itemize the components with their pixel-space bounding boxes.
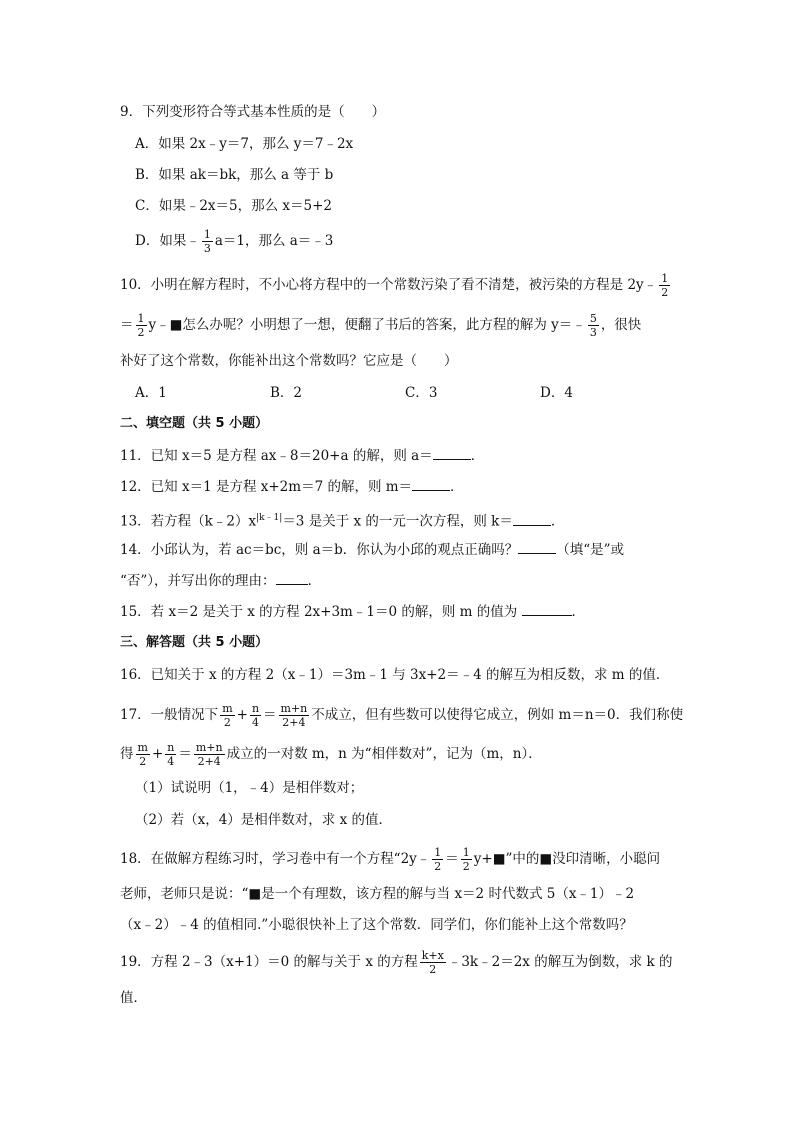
q9-option-d — [135, 228, 694, 255]
q13 — [120, 508, 694, 532]
q9-option-c: C．如果﹣2x＝5，那么 x＝5+2 — [135, 198, 333, 214]
q14-l1-post: （填“是”或 — [556, 542, 625, 558]
q15-post: ． — [571, 604, 585, 620]
q10-fraction-3 — [588, 312, 599, 339]
frac-num: k+x — [421, 949, 444, 962]
frac-den: 2 — [429, 963, 437, 976]
q11-pre: 11．已知 x＝5 是方程 ax﹣8＝20+a 的解，则 a＝ — [120, 448, 433, 464]
q18-l1-post: y+■”中的■没印清晰，小聪问 — [473, 851, 661, 867]
q13-pre: 13．若方程（k﹣2）x — [120, 513, 257, 530]
frac-den: 2 — [661, 286, 669, 299]
q13-mid: ＝3 是关于 x 的一元一次方程，则 k＝ — [282, 513, 513, 530]
frac-den: 2 — [434, 860, 442, 873]
frac-num: m+n — [280, 702, 308, 715]
q10-fraction-1 — [659, 272, 670, 299]
q15 — [120, 602, 694, 622]
q18-line2: 老师，老师只是说：“■是一个有理数，该方程的解与当 x＝2 时代数式 5（x﹣1）﹣2 — [120, 886, 635, 902]
q10-option-d: D．4 — [540, 385, 573, 401]
q10-l2-pre: ＝ — [120, 317, 134, 333]
q18-frac-2 — [461, 846, 472, 873]
q14-line2 — [120, 571, 694, 591]
frac-den: 2 — [139, 755, 147, 768]
q17-l1-pre: 17．一般情况下 — [120, 707, 219, 723]
frac-den: 2+4 — [197, 755, 221, 768]
q10-line2 — [120, 312, 694, 339]
q17-frac-m-2 — [220, 702, 234, 729]
q10-option-c: C．3 — [405, 385, 438, 401]
q19-l1-pre: 19．方程 2﹣3（x+1）＝0 的解与关于 x 的方程 — [120, 954, 418, 970]
q17-l2-post: 成立的一对数 m，n 为“相伴数对”，记为（m，n）． — [226, 746, 542, 762]
frac-num: n — [251, 702, 260, 715]
q17-part2: （2）若（x，4）是相伴数对，求 x 的值． — [135, 812, 392, 828]
q17-l2-pre: 得 — [120, 746, 134, 762]
answer-blank — [522, 603, 572, 616]
q10-line1 — [120, 272, 694, 299]
q17-frac-n-4 — [250, 702, 261, 729]
frac-num: m+n — [195, 741, 223, 754]
frac-num: 1 — [661, 272, 669, 285]
q11-post: ． — [470, 448, 485, 464]
plus-sign: + — [236, 707, 248, 723]
q16: 16．已知关于 x 的方程 2（x﹣1）＝3m﹣1 与 3x+2＝﹣4 的解互为相反数，求 m 的值． — [120, 667, 670, 683]
q19-fraction — [420, 949, 446, 976]
q10-l2-post: ，很快 — [600, 317, 642, 333]
q14-line1 — [120, 540, 694, 560]
q19-line2: 值． — [120, 990, 147, 1006]
q19-line1 — [120, 949, 694, 976]
frac-den: 3 — [589, 326, 597, 339]
section-solve-heading: 三、解答题（共 5 小题） — [120, 635, 269, 650]
q9-stem: 9．下列变形符合等式基本性质的是（ ） — [120, 104, 386, 120]
section-fill-in-heading: 二、填空题（共 5 小题） — [120, 416, 269, 431]
q17-frac-sum — [194, 741, 225, 768]
frac-den: 2 — [223, 716, 231, 729]
frac-den: 2 — [137, 326, 145, 339]
answer-blank — [518, 541, 556, 554]
plus-sign: + — [151, 746, 164, 762]
answer-blank — [433, 447, 471, 460]
q17-part1: （1）试说明（1，﹣4）是相伴数对； — [135, 780, 364, 796]
q14-l1-pre: 14．小邱认为，若 ac＝bc，则 a＝b．你认为小邱的观点正确吗？ — [120, 542, 519, 558]
q10-line3: 补好了这个常数，你能补出这个常数吗？它应是（ ） — [120, 353, 458, 369]
q10-options — [135, 383, 694, 403]
q17-frac-m-2 — [136, 741, 150, 768]
q14-l2-post: ． — [307, 573, 322, 589]
frac-num: 1 — [434, 846, 442, 859]
frac-num: 5 — [589, 312, 597, 325]
q12-post: ． — [450, 479, 464, 495]
equals-sign: ＝ — [445, 851, 459, 867]
equals-sign: ＝ — [178, 746, 192, 762]
frac-num: n — [167, 741, 175, 754]
q9-option-b: B．如果 ak＝bk，那么 a 等于 b — [135, 167, 334, 183]
q13-post: ． — [550, 513, 565, 530]
q17-line2 — [120, 741, 694, 768]
frac-den: 3 — [203, 242, 211, 255]
q15-pre: 15．若 x＝2 是关于 x 的方程 2x+3m﹣1＝0 的解，则 m 的值为 — [120, 604, 522, 620]
q9-d-pre: D．如果﹣ — [135, 233, 200, 249]
frac-num: 1 — [203, 228, 211, 241]
q10-fraction-2 — [136, 312, 147, 339]
answer-blank — [513, 513, 551, 526]
q18-line1 — [120, 846, 694, 873]
frac-den: 2+4 — [282, 716, 306, 729]
q10-option-b: B．2 — [270, 385, 303, 401]
q18-line3: （x﹣2）﹣4 的值相同.”小聪很快补上了这个常数．同学们，你们能补上这个常数吗？ — [120, 917, 633, 933]
frac-num: m — [222, 702, 233, 715]
frac-num: 1 — [137, 312, 145, 325]
frac-den: 4 — [167, 755, 175, 768]
q10-l2-mid: y﹣■怎么办呢？小明想了一想，便翻了书后的答案，此方程的解为 y＝﹣ — [148, 317, 586, 333]
frac-den: 2 — [462, 860, 470, 873]
frac-den: 4 — [251, 716, 259, 729]
q10-option-a: A．1 — [135, 385, 167, 401]
q17-l1-post: 不成立，但有些数可以使得它成立，例如 m＝n＝0．我们称使 — [311, 707, 684, 723]
q19-l1-post: ﹣3k﹣2＝2x 的解互为倒数，求 k 的 — [447, 954, 673, 970]
q13-exponent: |k﹣1| — [256, 513, 283, 523]
q9-option-a: A．如果 2x﹣y＝7，那么 y＝7﹣2x — [135, 136, 354, 152]
q12 — [120, 477, 694, 497]
q14-l2-pre: “否”），并写出你的理由： — [120, 573, 276, 589]
equals-sign: ＝ — [263, 707, 277, 723]
q9-d-fraction — [202, 228, 213, 255]
frac-num: m — [137, 741, 148, 754]
q17-frac-sum — [279, 702, 310, 729]
answer-blank — [412, 478, 450, 491]
q18-frac-1 — [432, 846, 443, 873]
q18-l1-pre: 18．在做解方程练习时，学习卷中有一个方程“2y﹣ — [120, 851, 431, 867]
q12-pre: 12．已知 x＝1 是方程 x+2m＝7 的解，则 m＝ — [120, 479, 413, 495]
frac-num: 1 — [462, 846, 470, 859]
q17-frac-n-4 — [165, 741, 176, 768]
answer-blank — [276, 572, 308, 585]
q9-d-post: a＝1，那么 a＝﹣3 — [214, 233, 334, 249]
q10-l1-pre: 10．小明在解方程时，不小心将方程中的一个常数污染了看不清楚，被污染的方程是 2y﹣ — [120, 277, 658, 293]
q17-line1 — [120, 702, 694, 729]
q11 — [120, 446, 694, 466]
